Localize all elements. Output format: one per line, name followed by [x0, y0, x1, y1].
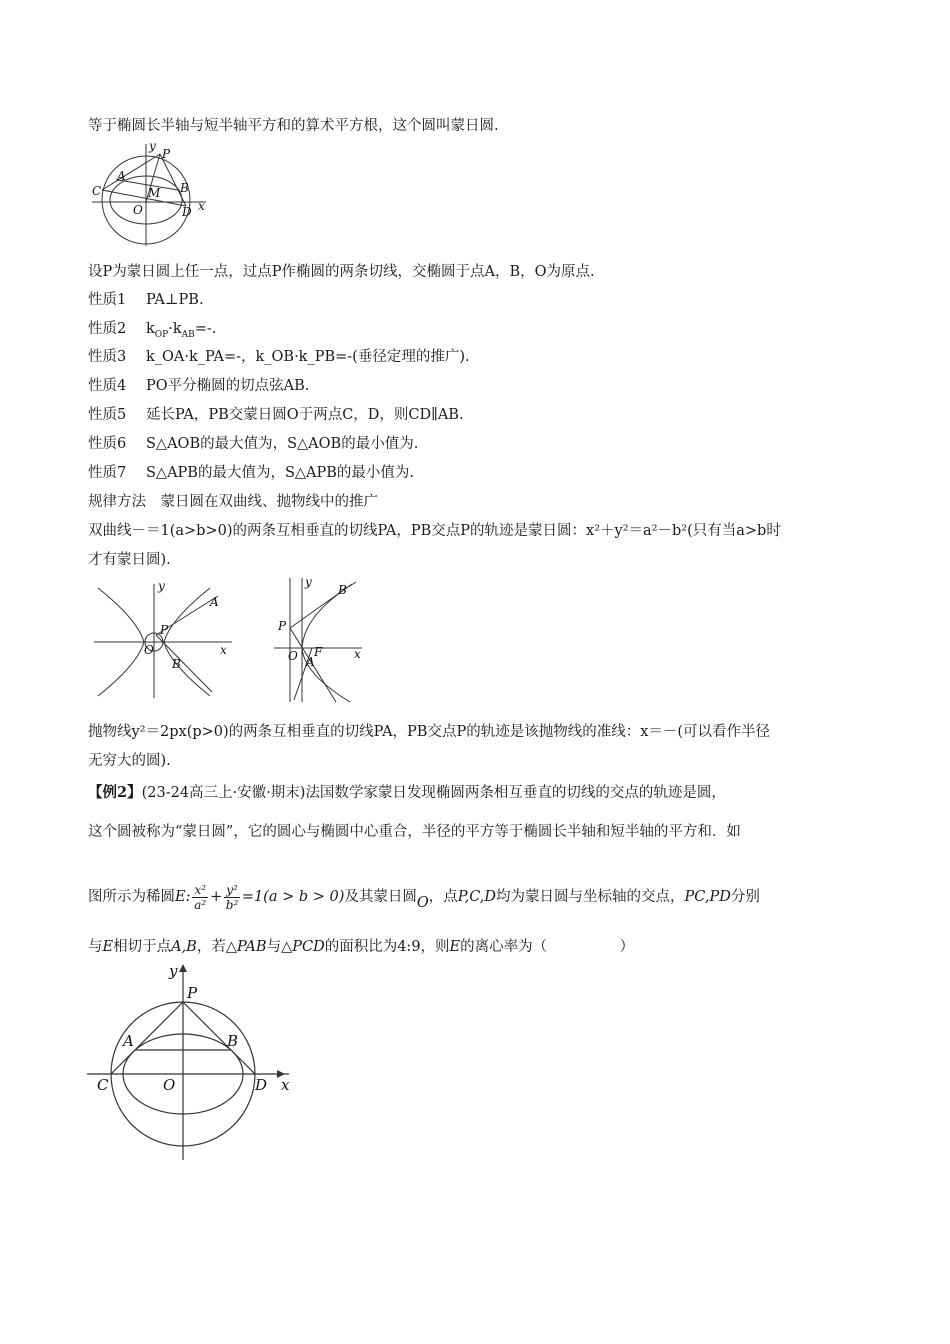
setup-text: 设P为蒙日圆上任一点，过点P作椭圆的两条切线，交椭圆于点A，B，O为原点. — [88, 264, 595, 280]
parabola-line-2: 无穷大的圆). — [88, 753, 171, 769]
property-7-label: 性质7 — [88, 465, 127, 481]
property-6-label: 性质6 — [88, 436, 127, 452]
fig1-label-x: x — [198, 199, 205, 213]
parabola-line-1: 抛物线y²＝2px(p>0)的两条互相垂直的切线PA，PB交点P的轨迹是该抛物线的准线：x＝－(可以看作半径 — [88, 724, 771, 740]
example-line-2: 这个圆被称为“蒙日圆”，它的圆心与椭圆中心重合，半径的平方等于椭圆长半轴和短半轴的平方和．如 — [88, 824, 741, 840]
property-3-text: k_OA·k_PA=-，k_OB·k_PB=-(垂径定理的推广). — [146, 349, 470, 365]
fig4-label-P: P — [187, 984, 198, 1002]
fig4-label-A: A — [123, 1032, 134, 1050]
property-4 — [88, 376, 309, 396]
fig3-label-O: O — [288, 649, 298, 663]
fig1-label-O: O — [133, 203, 143, 217]
property-7-text: S△APB的最大值为，S△APB的最小值为. — [146, 465, 415, 481]
fig4-label-x: x — [281, 1076, 290, 1094]
intro-text: 等于椭圆长半轴与短半轴平方和的算术平方根，这个圆叫蒙日圆. — [88, 118, 499, 134]
example-source: (23-24高三上·安徽·期末) — [141, 785, 306, 801]
fig2-label-O: O — [144, 643, 154, 657]
property-1-label: 性质1 — [88, 292, 127, 308]
fig1-label-C: C — [92, 184, 102, 198]
fig1-label-y: y — [149, 140, 156, 153]
example-line-4: 与E相切于点A,B，若△PAB与△PCD的面积比为4:9，则E的离心率为（ ） — [88, 939, 635, 955]
hyperbola-line-2: 才有蒙日圆). — [88, 552, 171, 568]
fig1-label-D: D — [182, 205, 192, 219]
line-PD — [160, 154, 186, 206]
example-tag: 【例2】 — [88, 784, 142, 801]
hyperbola-figure — [92, 580, 242, 700]
tangent-PB — [156, 635, 212, 692]
property-2: 性质2 $k_{OP}\cdot k_{AB}=-$. — [88, 321, 217, 340]
property-1 — [88, 290, 204, 310]
property-3 — [88, 347, 470, 367]
fraction-x2-a2: $\frac{\text{x²}}{\text{a²}}$ — [194, 882, 207, 912]
property-2-label: 性质2 — [88, 321, 127, 337]
property-1-text: PA⊥PB. — [146, 292, 204, 308]
fig3-label-y: y — [305, 575, 312, 589]
fig3-label-P: P — [278, 619, 287, 633]
fig1-label-A: A — [117, 169, 126, 183]
hyperbola-line-1: 双曲线－＝1(a>b>0)的两条互相垂直的切线PA，PB交点P的轨迹是蒙日圆：x²＋y²＝a²－b²(只有当a>b时 — [88, 523, 781, 539]
fig2-label-x: x — [220, 643, 227, 657]
fig2-label-P: P — [160, 623, 169, 637]
parabola-figure — [270, 574, 370, 704]
fig3-label-A: A — [306, 655, 315, 669]
fig3-label-x: x — [354, 647, 361, 661]
fig3-label-B: B — [338, 583, 347, 597]
property-5 — [88, 405, 464, 425]
fig4-label-B: B — [227, 1032, 239, 1050]
line-CD — [102, 190, 186, 206]
fig2-label-B: B — [172, 657, 181, 671]
fraction-y2-b2: $\frac{\text{y²}}{\text{b²}}$ — [225, 882, 239, 912]
property-4-label: 性质4 — [88, 378, 127, 394]
property-5-text: 延长PA，PB交蒙日圆O于两点C，D，则CD∥AB. — [146, 407, 464, 423]
y-arrow — [179, 964, 187, 972]
property-3-label: 性质3 — [88, 349, 127, 365]
fig4-label-D: D — [255, 1076, 268, 1094]
fig1-label-B: B — [180, 181, 189, 195]
tangent-PD — [183, 1002, 255, 1074]
fig1-label-P: P — [162, 147, 171, 161]
property-6-text: S△AOB的最大值为，S△AOB的最小值为. — [146, 436, 419, 452]
property-7 — [88, 463, 414, 483]
example-figure — [85, 962, 305, 1162]
fig4-label-C: C — [97, 1076, 109, 1094]
property-5-label: 性质5 — [88, 407, 127, 423]
fig2-label-y: y — [158, 580, 165, 593]
monge-circle-figure — [88, 140, 218, 250]
fig1-label-M: M — [148, 186, 161, 200]
fig3-label-F: F — [314, 645, 323, 659]
fig4-label-y: y — [169, 962, 178, 980]
property-6 — [88, 434, 418, 454]
property-4-text: PO平分椭圆的切点弦AB. — [146, 378, 310, 394]
fig2-label-A: A — [210, 595, 219, 609]
example-line-3: 图所示为稀圆E: $\frac{\text{x²}}{\text{a²}}$ + $\frac{\text{y²}}{\text{b²}}$ =1(a > b > 0)及其蒙日圆O，点P,C,D均为蒙日圆与坐标轴的交点，PC,PD分别 — [88, 882, 760, 912]
fig4-label-O: O — [163, 1076, 176, 1094]
method-title: 规律方法 蒙日圆在双曲线、抛物线中的推广 — [88, 494, 378, 510]
example-line-1: 【例2】(23-24高三上·安徽·期末)法国数学家蒙日发现椭圆两条相互垂直的切线的交点的轨迹是圆， — [88, 784, 726, 801]
tangent-PC — [111, 1002, 183, 1074]
